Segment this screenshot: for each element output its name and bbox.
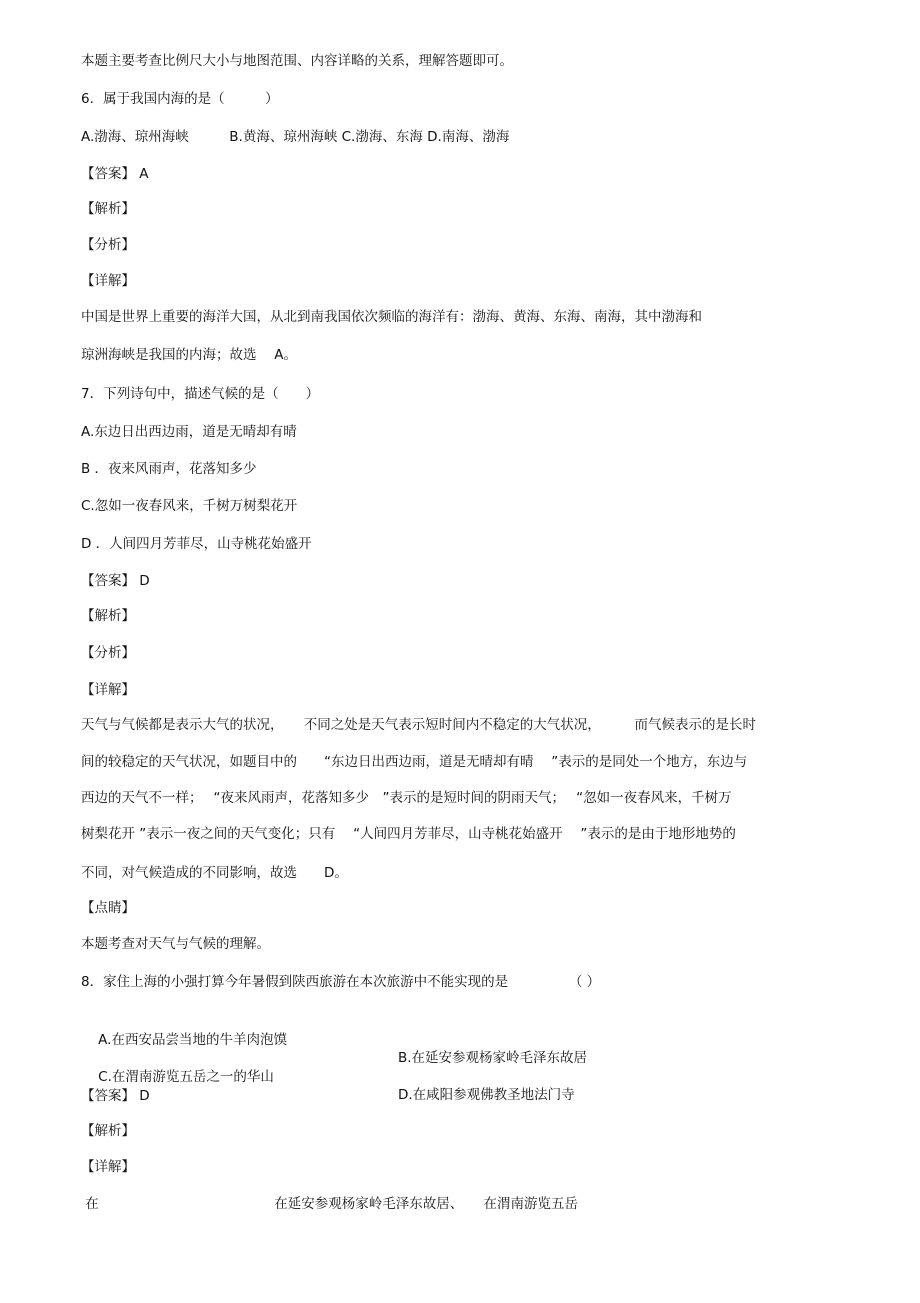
q7-detail-line-1: 天气与气候都是表示大气的状况， 不同之处是天气表示短时间内不稳定的大气状况， 而气候表示的是长时 [81, 717, 756, 733]
q6-xiangjie-heading: 【详解】 [81, 273, 135, 289]
q7-option-c: C.忽如一夜春风来，千树万树梨花开 [81, 498, 298, 514]
q7-detail-line-2: 间的较稳定的天气状况，如题目中的 “东边日出西边雨，道是无晴却有晴 ”表示的是同处一个地方，东边与 [81, 754, 748, 770]
q6-stem: 6．属于我国内海的是（ ） [81, 91, 279, 107]
q8-answer: 【答案】 D [81, 1088, 150, 1104]
q6-detail-line-2: 琼洲海峡是我国的内海；故选 A。 [81, 347, 298, 363]
q7-dianjing-heading: 【点睛】 [81, 900, 135, 916]
q7-option-b: B ．夜来风雨声，花落知多少 [81, 461, 257, 477]
q6-answer: 【答案】 A [81, 166, 149, 182]
q7-detail-line-3: 西边的天气不一样； “夜来风雨声，花落知多少 ”表示的是短时间的阴雨天气； “忽如一夜春风来，千树万 [81, 790, 732, 806]
q7-option-a: A.东边日出西边雨，道是无晴却有晴 [81, 424, 297, 440]
q8-detail-partial: 在 在延安参观杨家岭毛泽东故居、 在渭南游览五岳 [81, 1196, 579, 1212]
q5-summary-text: 本题主要考查比例尺大小与地图范围、内容详略的关系，理解答题即可。 [81, 53, 513, 69]
q7-fenxi-heading: 【分析】 [81, 645, 135, 661]
q8-option-c: C.在渭南游览五岳之一的华山 [98, 1069, 274, 1085]
q7-answer: 【答案】 D [81, 573, 150, 589]
q6-fenxi-heading: 【分析】 [81, 237, 135, 253]
q8-xiangjie-heading: 【详解】 [81, 1159, 135, 1175]
q6-options: A.渤海、琼州海峡 B.黄海、琼州海峡 C.渤海、东海 D.南海、渤海 [81, 129, 510, 145]
q7-detail-line-5: 不同，对气候造成的不同影响，故选 D。 [81, 865, 348, 881]
q6-detail-line-1: 中国是世界上重要的海洋大国，从北到南我国依次频临的海洋有：渤海、黄海、东海、南海，其中渤海和 [81, 309, 702, 325]
q8-option-d: D.在咸阳参观佛教圣地法门寺 [398, 1087, 575, 1103]
q8-option-b: B.在延安参观杨家岭毛泽东故居 [398, 1050, 588, 1066]
q7-xiangjie-heading: 【详解】 [81, 682, 135, 698]
q7-dianjing-text: 本题考查对天气与气候的理解。 [81, 936, 270, 952]
q7-jiexi-heading: 【解析】 [81, 608, 135, 624]
q7-option-d: D ．人间四月芳菲尽，山寺桃花始盛开 [81, 536, 312, 552]
q6-jiexi-heading: 【解析】 [81, 201, 135, 217]
q8-stem: 8．家住上海的小强打算今年暑假到陕西旅游在本次旅游中不能实现的是 （ ） [81, 974, 601, 990]
q8-option-a: A.在西安品尝当地的牛羊肉泡馍 [98, 1032, 287, 1048]
q8-jiexi-heading: 【解析】 [81, 1123, 135, 1139]
q7-stem: 7．下列诗句中，描述气候的是（ ） [81, 386, 320, 402]
q7-detail-line-4: 树梨花开 ”表示一夜之间的天气变化；只有 “人间四月芳菲尽，山寺桃花始盛开 ”表示的是由于地形地势的 [81, 826, 736, 842]
